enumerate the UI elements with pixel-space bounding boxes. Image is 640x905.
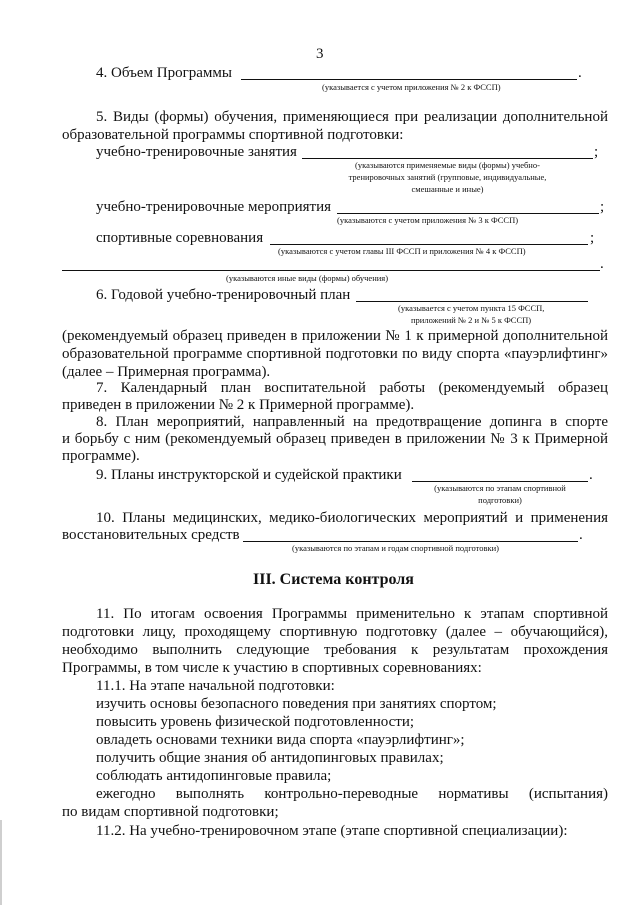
sub1-item-4: получить общие знания об антидопинговых правилах;: [96, 750, 444, 766]
item10-period: .: [579, 527, 583, 543]
item8-line2: и борьбу с ним (рекомендуемый образец приведен в приложении № 3 к Примерной: [62, 431, 608, 447]
competitions-note: (указываются с учетом главы III ФССП и приложения № 4 к ФССП): [278, 246, 526, 256]
events-semicolon: ;: [600, 199, 605, 215]
sub1-title: 11.1. На этапе начальной подготовки:: [96, 678, 335, 694]
training-note-3: смешанные и иные): [411, 184, 484, 194]
sub1-item-1: изучить основы безопасного поведения при занятиях спортом;: [96, 696, 497, 712]
item8-line1: 8. План мероприятий, направленный на предотвращение допинга в спорте: [96, 414, 608, 430]
item10-line1: 10. Планы медицинских, медико-биологических мероприятий и применения: [96, 510, 608, 526]
item4-period: .: [578, 65, 582, 81]
item10-note: (указываются по этапам и годам спортивной подготовки): [292, 543, 500, 553]
item11-line1: 11. По итогам освоения Программы применительно к этапам спортивной: [96, 606, 608, 622]
sub1-item-5: соблюдать антидопинговые правила;: [96, 768, 332, 784]
events-label: учебно-тренировочные мероприятия: [96, 199, 332, 215]
item6-line2: образовательной программе спортивной подготовки по виду спорта «пауэрлифтинг»: [62, 346, 608, 362]
item9-note-2: подготовки): [478, 495, 522, 505]
training-note-2: тренировочных занятий (групповые, индивидуальные,: [348, 172, 547, 182]
item7-line2: приведен в приложении № 2 к Примерной программе).: [62, 397, 415, 413]
item6-note-2: приложений № 2 и № 5 к ФССП): [411, 315, 532, 325]
item10-label: восстановительных средств: [62, 527, 240, 543]
item5-line1: 5. Виды (формы) обучения, применяющиеся при реализации дополнительной: [96, 109, 608, 125]
training-fill-line: [302, 158, 593, 159]
item6-note-1: (указывается с учетом пункта 15 ФССП,: [398, 303, 545, 313]
item6-line3: (далее – Примерная программа).: [62, 364, 271, 380]
item9-label: 9. Планы инструкторской и судейской практики: [96, 467, 402, 483]
training-semicolon: ;: [594, 144, 599, 160]
competitions-fill-line: [270, 244, 588, 245]
item7-line1: 7. Календарный план воспитательной работы (рекомендуемый образец: [96, 380, 608, 396]
sub1-item-2: повысить уровень физической подготовленности;: [96, 714, 415, 730]
scan-edge: [0, 820, 2, 905]
training-note-1: (указываются применяемые виды (формы) учебно-: [355, 160, 540, 170]
item11-line4: Программы, в том числе к участию в спортивных соревнованиях:: [62, 660, 482, 676]
item4-note: (указывается с учетом приложения № 2 к ФССП): [322, 82, 501, 92]
sub1-item-3: овладеть основами техники вида спорта «пауэрлифтинг»;: [96, 732, 465, 748]
page-number: 3: [316, 46, 324, 62]
item6-label: 6. Годовой учебно-тренировочный план: [96, 287, 351, 303]
events-note: (указываются с учетом приложения № 3 к ФССП): [337, 215, 519, 225]
item6-line1: (рекомендуемый образец приведен в приложении № 1 к примерной дополнительной: [62, 328, 608, 344]
other-forms-period: .: [600, 256, 604, 272]
item4-fill-line: [241, 79, 577, 80]
item10-fill-line: [243, 541, 578, 542]
sub1-item-7: по видам спортивной подготовки;: [62, 804, 279, 820]
item11-line3: необходимо выполнить следующие требования к результатам прохождения: [62, 642, 608, 658]
item4-label: 4. Объем Программы: [96, 65, 232, 81]
events-fill-line: [337, 213, 599, 214]
competitions-label: спортивные соревнования: [96, 230, 264, 246]
item6-fill-line: [356, 301, 588, 302]
item9-period: .: [589, 467, 593, 483]
training-label: учебно-тренировочные занятия: [96, 144, 297, 160]
sub2-title: 11.2. На учебно-тренировочном этапе (этапе спортивной специализации):: [96, 823, 568, 839]
other-forms-note: (указываются иные виды (формы) обучения): [226, 273, 389, 283]
sub1-item-6: ежегодно выполнять контрольно-переводные нормативы (испытания): [96, 786, 608, 802]
other-forms-fill-line: [62, 270, 600, 271]
item8-line3: программе).: [62, 448, 140, 464]
section-heading: III. Система контроля: [253, 571, 414, 588]
item9-fill-line: [412, 481, 588, 482]
item11-line2: подготовки лицу, проходящему спортивную подготовку (далее – обучающийся),: [62, 624, 608, 640]
item9-note-1: (указываются по этапам спортивной: [434, 483, 566, 493]
item5-line2: образовательной программы спортивной подготовки:: [62, 127, 404, 143]
competitions-semicolon: ;: [590, 230, 595, 246]
